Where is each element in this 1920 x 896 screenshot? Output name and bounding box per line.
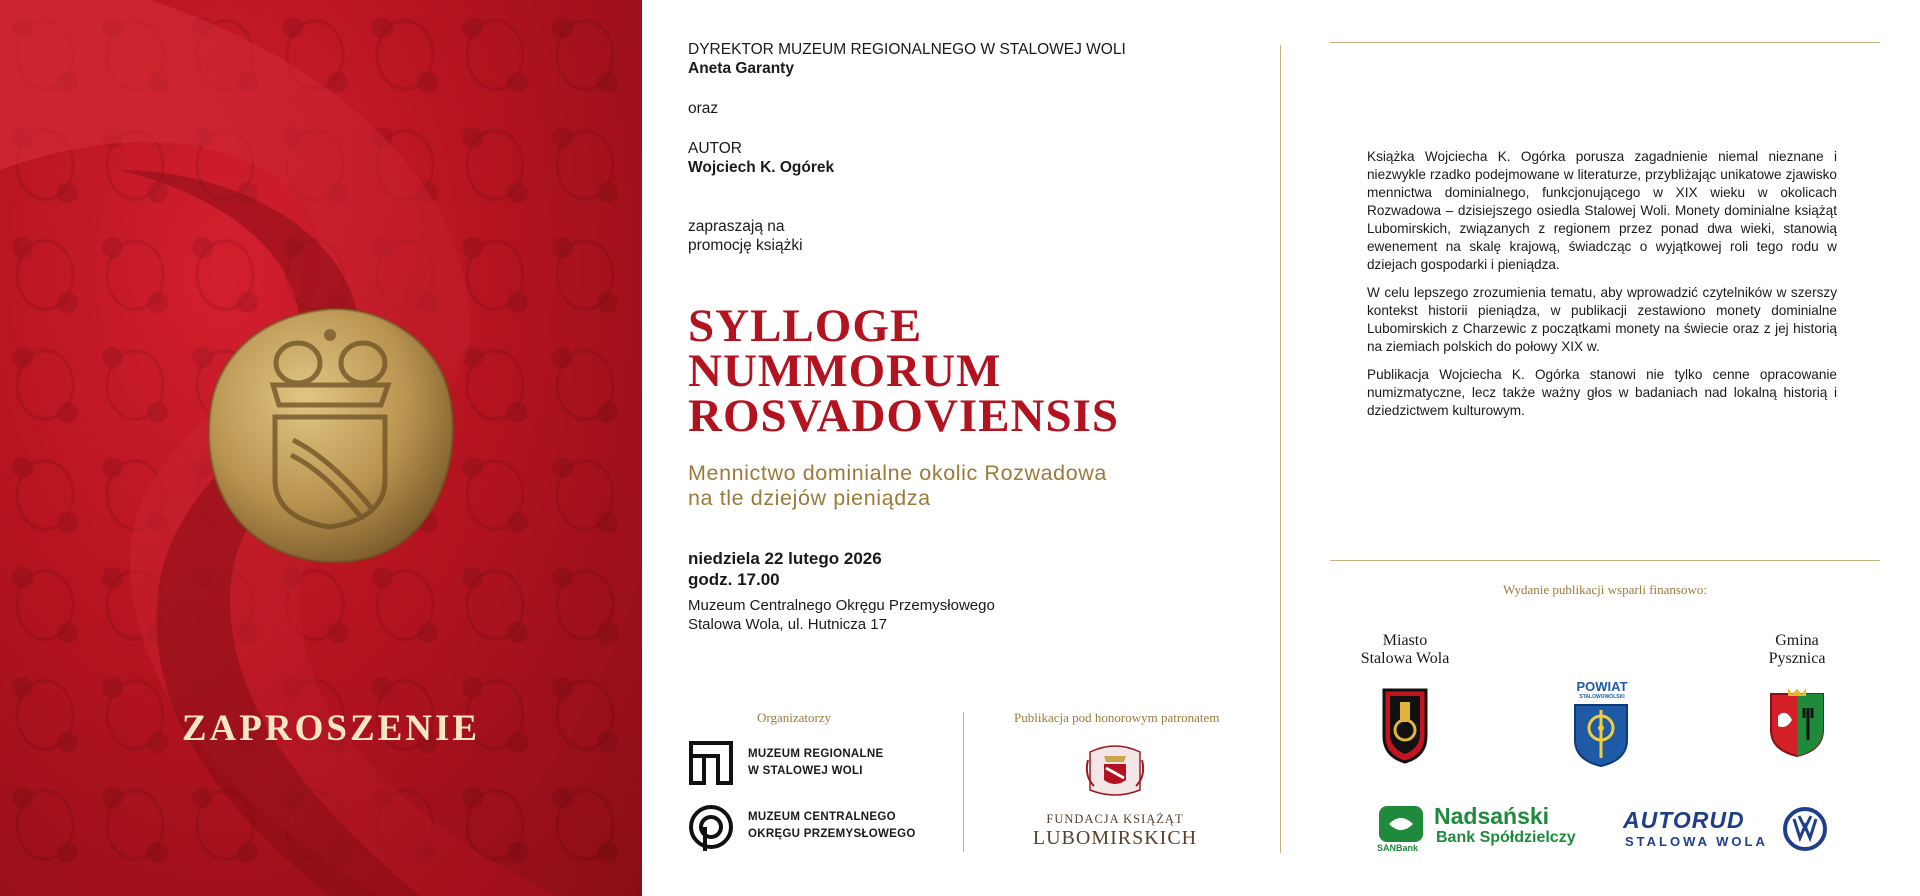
invite-line-2: promocję książki [688,237,803,254]
town1-line-2: Stalowa Wola [1360,650,1450,667]
town2-line-1: Gmina [1775,632,1819,649]
patronage-heading: Publikacja pod honorowym patronatem [1014,710,1220,725]
cover-panel [0,0,642,896]
patron-name [1030,812,1200,849]
book-title-line-3: ROSVADOVIENSIS [688,390,1120,442]
dealer-line-1: AUTORUD [1623,807,1745,833]
description-paragraph-1: Książka Wojciecha K. Ogórka porusza zagadnienie niemal nieznane i niezwykle rzadko podejmowane w literaturze, przybliżając unikatowe zjawisko mennictwa dominialnego, funkcjonującego w XIX wieku w okolicach Rozwadowa – dzisiejszego osiedla Stalowej Woli. Monety dominialne książąt Lubomirskich, związanych z regionem przez ponad dwa wieki, stanowią ewenement na skalę krajową, świadcząc o wyjątkowej roli tego rodu w dziejach gospodarki i pieniądza. [1367,149,1837,272]
director-role: DYREKTOR MUZEUM REGIONALNEGO W STALOWEJ WOLI [688,41,1126,58]
town1-name [1350,632,1460,668]
book-description [1367,148,1837,430]
powiat-label [1572,680,1632,701]
venue-line-1: Muzeum Centralnego Okręgu Przemysłowego [688,597,995,614]
sponsors-heading-wrap [1330,581,1880,599]
book-subtitle-line-1: Mennictwo dominialne okolic Rozwadowa [688,461,1107,485]
cover-title: ZAPROSZENIE [181,708,481,749]
org2-name [748,809,916,843]
book-title-line-2: NUMMORUM [688,345,1002,397]
lubomirski-coat-of-arms-icon [1084,742,1146,800]
invite-line-1: zapraszają na [688,218,785,235]
pysznica-crest-icon [1768,686,1826,758]
museum-regional-logo [688,740,734,786]
bank-line-1: Nadsański [1434,803,1550,829]
organizers-heading: Organizatorzy [757,710,832,725]
org1-line-1: MUZEUM REGIONALNE [748,748,884,760]
book-title [688,300,1120,442]
museum-cop-logo [688,802,734,852]
town2-line-2: Pysznica [1768,650,1826,667]
sanbank-short: SANBank [1377,843,1419,853]
event-date: niedziela 22 lutego 2026 [688,549,882,568]
powiat-line-2: STALOWOWOLSKI [1579,694,1625,700]
dealer-line-2: STALOWA WOLA [1625,834,1768,849]
book-subtitle-line-2: na tle dziejów pieniądza [688,486,931,510]
author-name: Wojciech K. Ogórek [688,159,835,176]
org1-line-2: W STALOWEJ WOLI [748,765,863,777]
bank-line-2: Bank Spółdzielczy [1436,829,1576,846]
book-title-line-1: SYLLOGE [688,300,923,352]
org2-line-2: OKRĘGU PRZEMYSŁOWEGO [748,828,916,840]
top-rule [1330,42,1880,43]
town2-name [1742,632,1852,668]
organizers-divider [963,712,964,852]
venue-line-2: Stalowa Wola, ul. Hutnicza 17 [688,616,887,633]
town1-line-1: Miasto [1382,632,1428,649]
column-divider [1280,45,1281,853]
sponsors-heading: Wydanie publikacji wsparli finansowo: [1503,582,1707,597]
and-text: oraz [688,100,719,117]
author-role: AUTOR [688,140,742,157]
org1-name [748,746,883,780]
book-subtitle [688,461,1107,511]
powiat-crest-icon [1572,702,1630,768]
patron-line-1: FUNDACJA KSIĄŻĄT [1046,812,1184,826]
event-time: godz. 17.00 [688,570,780,589]
description-paragraph-2: W celu lepszego zrozumienia tematu, aby wprowadzić czytelników w szerszy kontekst historii pieniądza, w publikacji zestawiono monety dominialne Lubomirskich z Charzewic z początkami monety na świecie oraz z jej historią na ziemiach polskich do połowy XIX w. [1367,285,1837,354]
vw-logo-icon [1782,806,1828,852]
event-venue [688,596,995,634]
description-paragraph-3: Publikacja Wojciecha K. Ogórka stanowi nie tylko cenne opracowanie numizmatyczne, lecz także ważny głos w badaniach nad lokalną historią i dziedzictwem kulturowym. [1367,367,1837,418]
stalowa-wola-crest-icon [1380,686,1430,764]
director-name: Aneta Garanty [688,60,794,77]
event-datetime [688,548,882,590]
powiat-line-1: POWIAT [1576,679,1628,694]
patron-line-2: LUBOMIRSKICH [1032,827,1198,849]
coin-image [203,305,457,565]
sponsors-rule [1330,560,1880,561]
org2-line-1: MUZEUM CENTRALNEGO [748,811,896,823]
